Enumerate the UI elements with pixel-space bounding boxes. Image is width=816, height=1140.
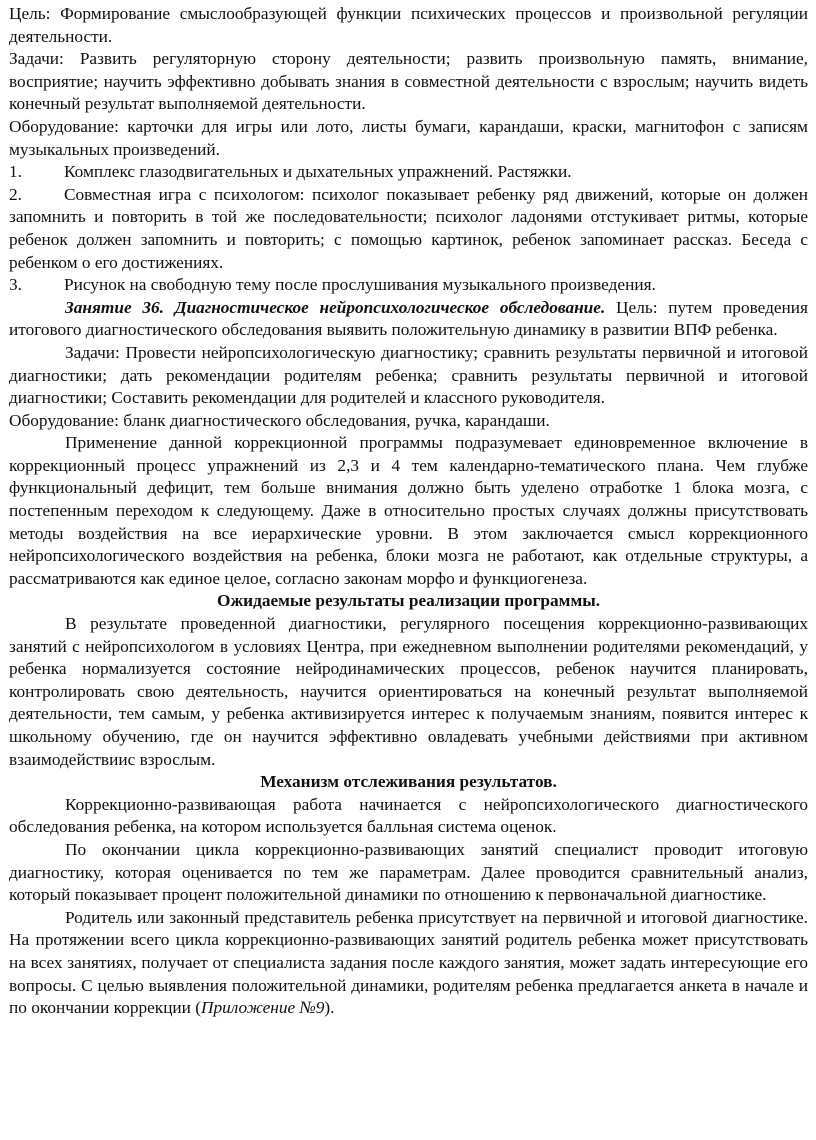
mechanism-paragraph-3: [9, 907, 808, 1020]
list-item: [9, 161, 808, 184]
list-item-text: Комплекс глазодвигательных и дыхательных упражнений. Растяжки.: [64, 162, 572, 182]
lesson-36-goal: Цель: путем проведения итогового диагностического обследования выявить положительную динамику в развитии ВПФ ребенка.: [9, 297, 808, 340]
application-paragraph: Применение данной коррекционной программы подразумевает единовременное включение в коррекционный процесс упражнений из 2,3 и 4 тем календарно-тематического плана. Чем глубже функциональный дефицит, тем больше внимания должно быть уделено отработке 1 блока мозга, с постепенным переходом к следующему. Даже в относительно простых случаях должны присутствовать методы воздействия на все иерархические уровни. В этом заключается смысл коррекционного нейропсихологического воздействия на ребенка, блоки мозга не работают, как отдельные структуры, а рассматриваются как единое целое, согласно законам морфо и функциогенеза.: [9, 433, 808, 588]
list-item-number: 2.: [9, 184, 22, 204]
list-item-number: 1.: [9, 162, 22, 182]
lesson-36-title: Занятие 36. Диагностическое нейропсихологическое обследование.: [65, 297, 606, 317]
mechanism-paragraph-2: По окончании цикла коррекционно-развивающих занятий специалист проводит итоговую диагностику, которая оценивается по тем же параметрам. Далее проводится сравнительный анализ, который показывает процент положительной динамики по отношению к первоначальной диагностике.: [9, 839, 808, 905]
mechanism-paragraph-3-end: ).: [324, 998, 335, 1018]
equipment-2-paragraph: Оборудование: бланк диагностического обследования, ручка, карандаши.: [9, 410, 550, 430]
list-item: [9, 274, 808, 297]
list-item-text: Совместная игра с психологом: психолог показывает ребенку ряд движений, которые он должен запомнить и повторить в той же последовательности; психолог ладонями отстукивает ритмы, которые ребенок должен запомнить и повторить; с помощью картинок, ребенок запоминает рассказ. Беседа с ребенком о его достижениях.: [9, 184, 808, 272]
appendix-reference: Приложение №9: [201, 998, 325, 1018]
equipment-paragraph: Оборудование: карточки для игры или лото, листы бумаги, карандаши, краски, магнитофон с записям музыкальных произведений.: [9, 116, 808, 159]
mechanism-paragraph-1: Коррекционно-развивающая работа начинается с нейропсихологического диагностического обследования ребенка, на котором используется балльная система оценок.: [9, 794, 808, 837]
list-item-number: 3.: [9, 275, 22, 295]
results-paragraph: В результате проведенной диагностики, регулярного посещения коррекционно-развивающих занятий с нейропсихологом в условиях Центра, при ежедневном выполнении родителями рекомендаций, у ребенка нормализуется состояние нейродинамических процессов, ребенок научится планировать, контролировать свою деятельность, научится ориентироваться на конечный результат выполняемой деятельности, тем самым, у ребенка активизируется интерес к получаемым знаниям, появится интерес к школьному обучению, где он научится эффективно овладевать учебными действиями при активном взаимодействиис взрослым.: [9, 614, 808, 769]
tasks-2-paragraph: Задачи: Провести нейропсихологическую диагностику; сравнить результаты первичной и итоговой диагностики; дать рекомендации родителям ребенка; сравнить результаты первичной и итоговой диагностики; Составить рекомендации для родителей и классного руководителя.: [9, 342, 808, 408]
mechanism-heading: Механизм отслеживания результатов.: [260, 772, 557, 792]
results-heading: Ожидаемые результаты реализации программы.: [216, 591, 601, 611]
mechanism-paragraph-3-text: Родитель или законный представитель ребенка присутствует на первичной и итоговой диагностике. На протяжении всего цикла коррекционно-развивающих занятий родитель ребенка может присутствовать на всех занятиях, получает от специалиста задания после каждого занятия, может задать интересующие его вопросы. С целью выявления положительной динамики, родителям ребенка предлагается анкета в начале и по окончании коррекции (: [9, 907, 808, 1018]
lesson-36-paragraph: [9, 297, 808, 342]
tasks-paragraph: Задачи: Развить регуляторную сторону деятельности; развить произвольную память, внимание, восприятие; научить эффективно добывать знания в совместной деятельности с взрослым; научить видеть конечный результат выполняемой деятельности.: [9, 49, 808, 114]
list-item-text: Рисунок на свободную тему после прослушивания музыкального произведения.: [64, 275, 656, 295]
goal-paragraph: Цель: Формирование смыслообразующей функции психических процессов и произвольной регуляции деятельности.: [9, 4, 808, 46]
list-item: [9, 184, 808, 274]
